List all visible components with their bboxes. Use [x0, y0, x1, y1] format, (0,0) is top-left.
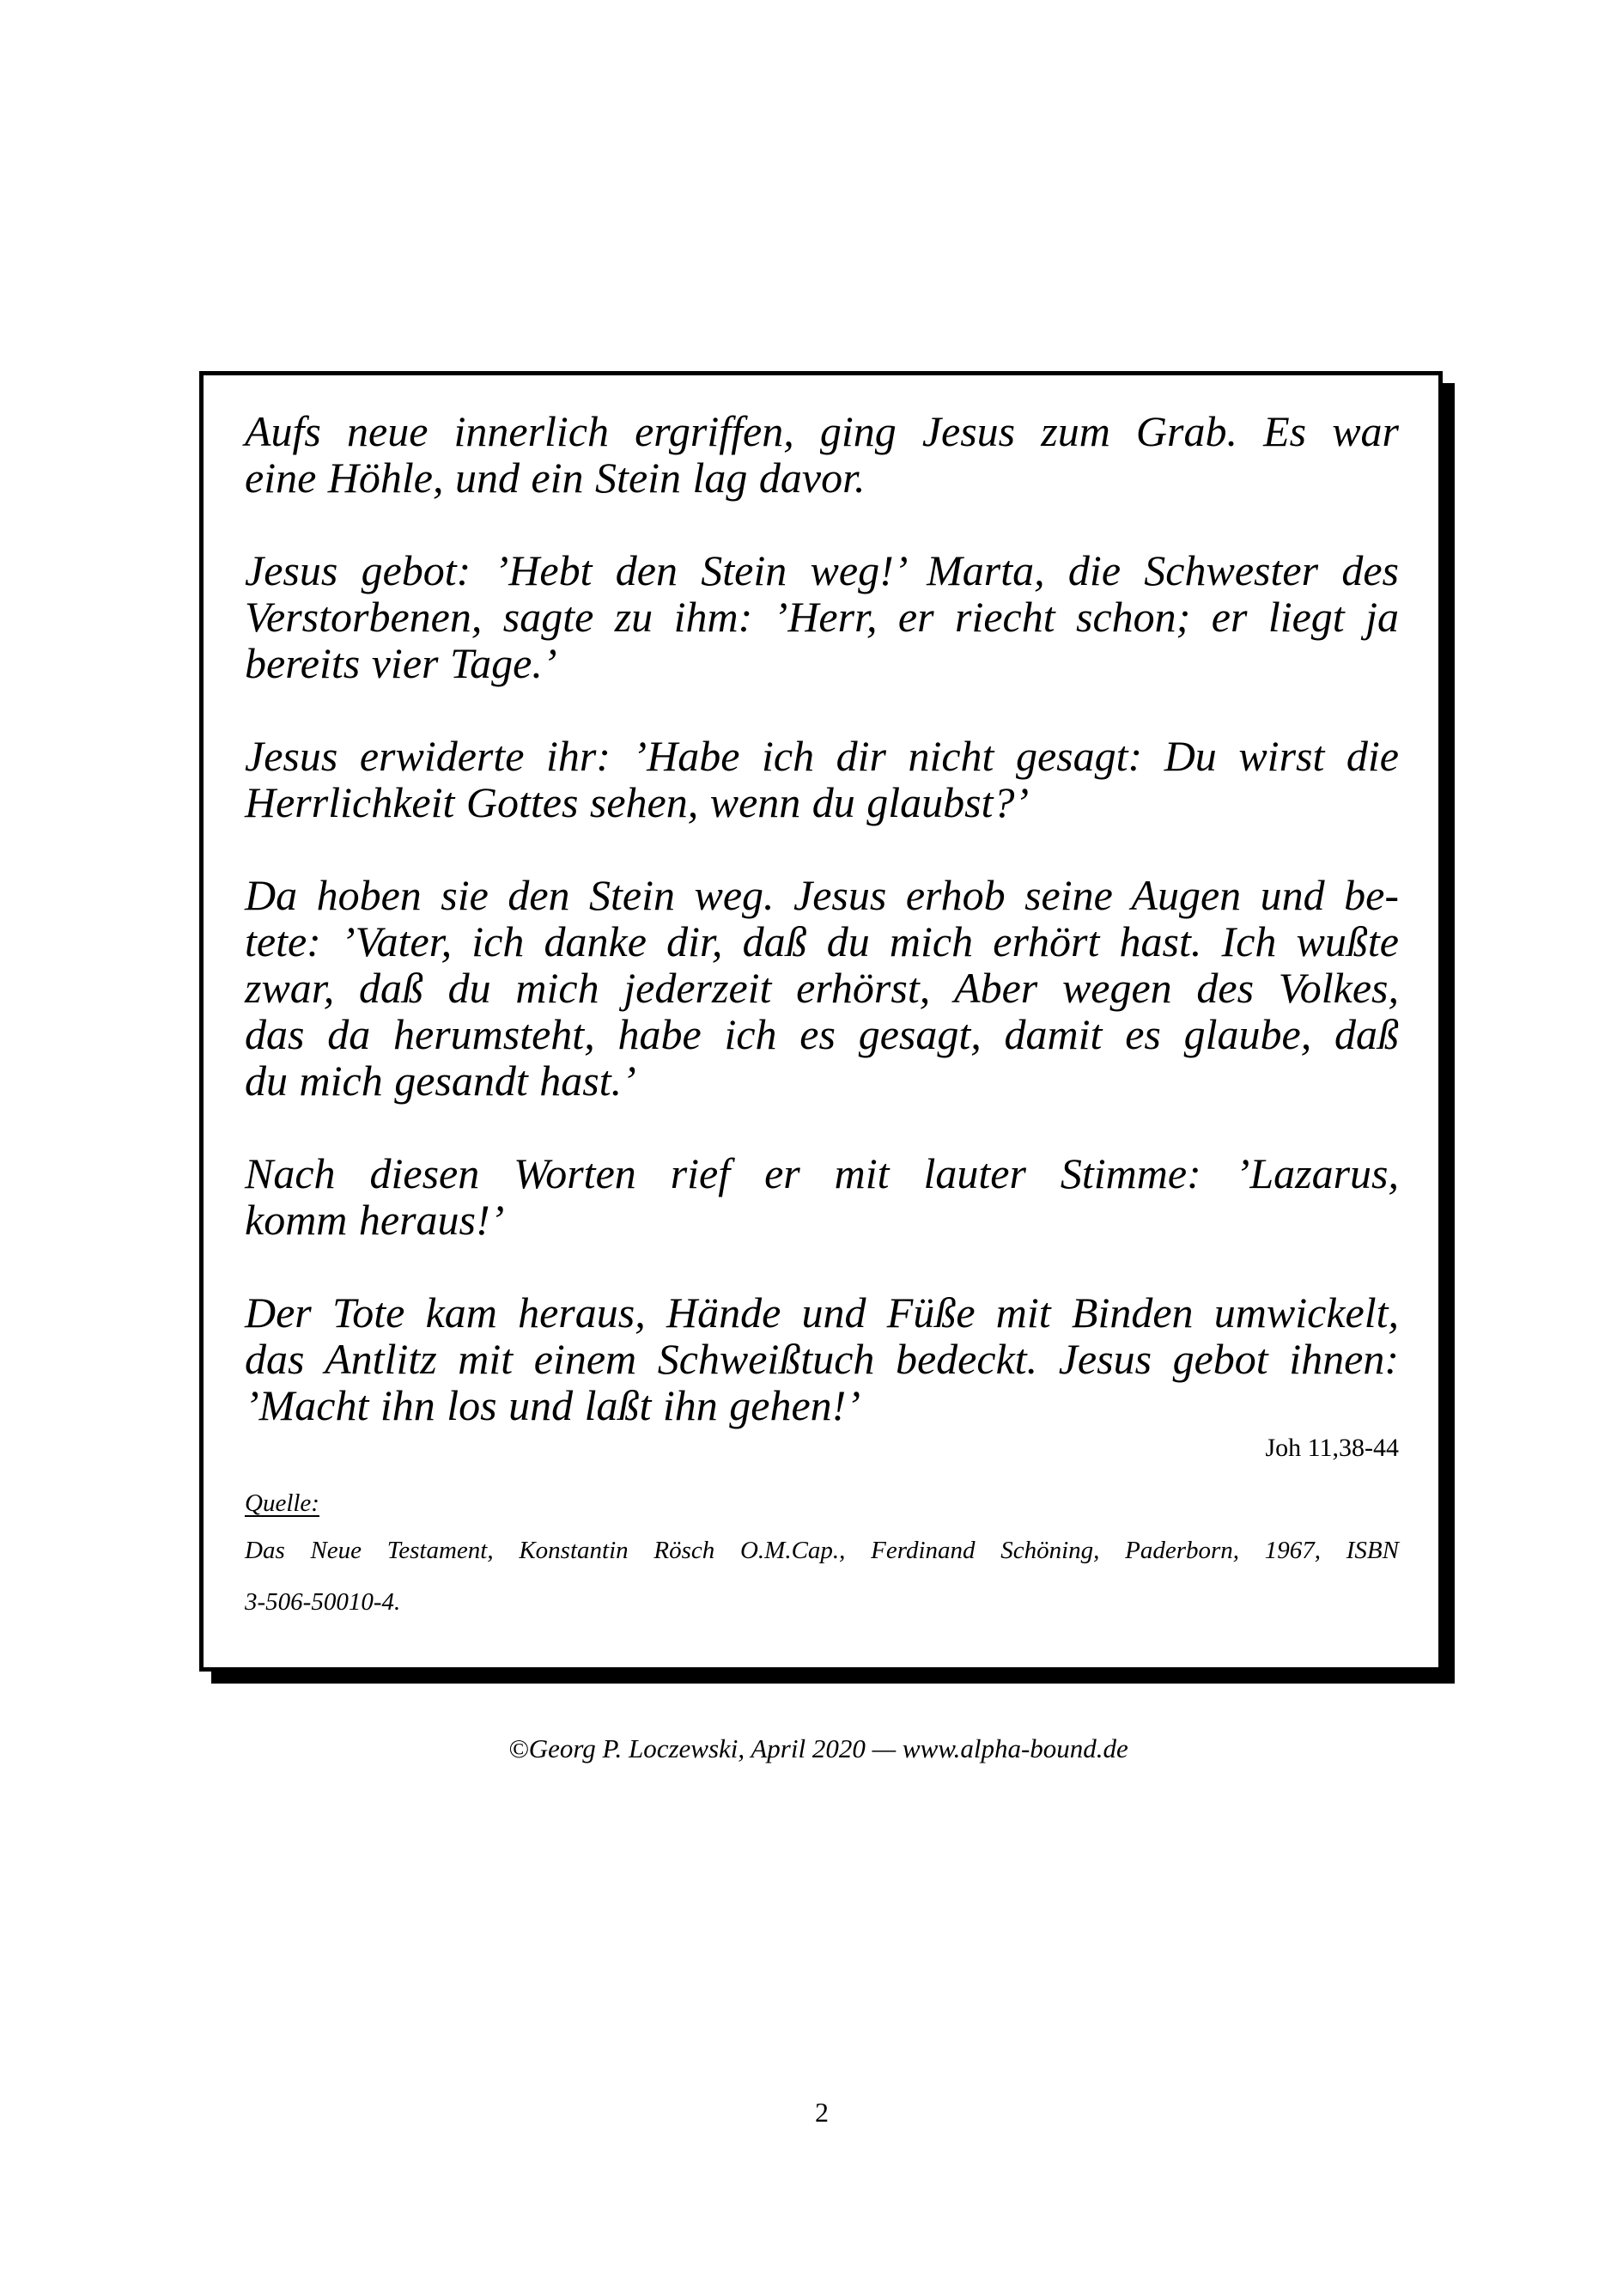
- text-line: Nach diesen Worten rief er mit lauter Stimme: ’Lazarus,: [245, 1149, 1399, 1197]
- page-number: 2: [815, 2097, 829, 2128]
- source-line: 3-506-50010-4.: [245, 1588, 401, 1616]
- bible-reference: Joh 11,38-44: [1265, 1434, 1399, 1462]
- text-line: tete: ’Vater, ich danke dir, daß du mich erhört hast. Ich wußte: [245, 917, 1399, 965]
- source-line: Das Neue Testament, Konstantin Rösch O.M.Cap., Ferdinand Schöning, Paderborn, 1967, ISBN: [245, 1537, 1399, 1564]
- text-line: Der Tote kam heraus, Hände und Füße mit Binden umwickelt,: [245, 1288, 1399, 1337]
- text-line: das da herumsteht, habe ich es gesagt, damit es glaube, daß: [245, 1010, 1399, 1058]
- text-line: zwar, daß du mich jederzeit erhörst, Aber wegen des Volkes,: [245, 964, 1399, 1012]
- source-citation: [245, 1525, 1399, 1628]
- text-line: ’Macht ihn los und laßt ihn gehen!’: [245, 1381, 860, 1429]
- text-line: Herrlichkeit Gottes sehen, wenn du glaubst?’: [245, 778, 1030, 826]
- source-label: Quelle:: [245, 1489, 319, 1517]
- text-line: Jesus gebot: ’Hebt den Stein weg!’ Marta, die Schwester des: [245, 546, 1399, 594]
- paragraph-6: [245, 1289, 1399, 1428]
- box-content: [245, 408, 1399, 1628]
- text-line: komm heraus!’: [245, 1196, 505, 1244]
- paragraph-2: [245, 547, 1399, 686]
- text-line: das Antlitz mit einem Schweißtuch bedeckt. Jesus gebot ihnen:: [245, 1335, 1399, 1383]
- paragraph-3: [245, 733, 1399, 825]
- text-line: Verstorbenen, sagte zu ihm: ’Herr, er riecht schon; er liegt ja: [245, 593, 1399, 641]
- text-line: Jesus erwiderte ihr: ’Habe ich dir nicht gesagt: Du wirst die: [245, 732, 1399, 780]
- text-line: Da hoben sie den Stein weg. Jesus erhob seine Augen und be-: [245, 871, 1399, 919]
- text-line: du mich gesandt hast.’: [245, 1057, 636, 1105]
- paragraph-5: [245, 1150, 1399, 1243]
- text-line: eine Höhle, und ein Stein lag davor.: [245, 454, 866, 502]
- text-line: Aufs neue innerlich ergriffen, ging Jesus zum Grab. Es war: [245, 407, 1399, 455]
- paragraph-4: [245, 872, 1399, 1104]
- box-frame: [199, 371, 1443, 1672]
- copyright-footer: ©Georg P. Loczewski, April 2020 — www.alpha-bound.de: [508, 1733, 1128, 1763]
- scripture-box: [199, 371, 1443, 1672]
- paragraph-1: [245, 408, 1399, 501]
- text-line: bereits vier Tage.’: [245, 639, 557, 687]
